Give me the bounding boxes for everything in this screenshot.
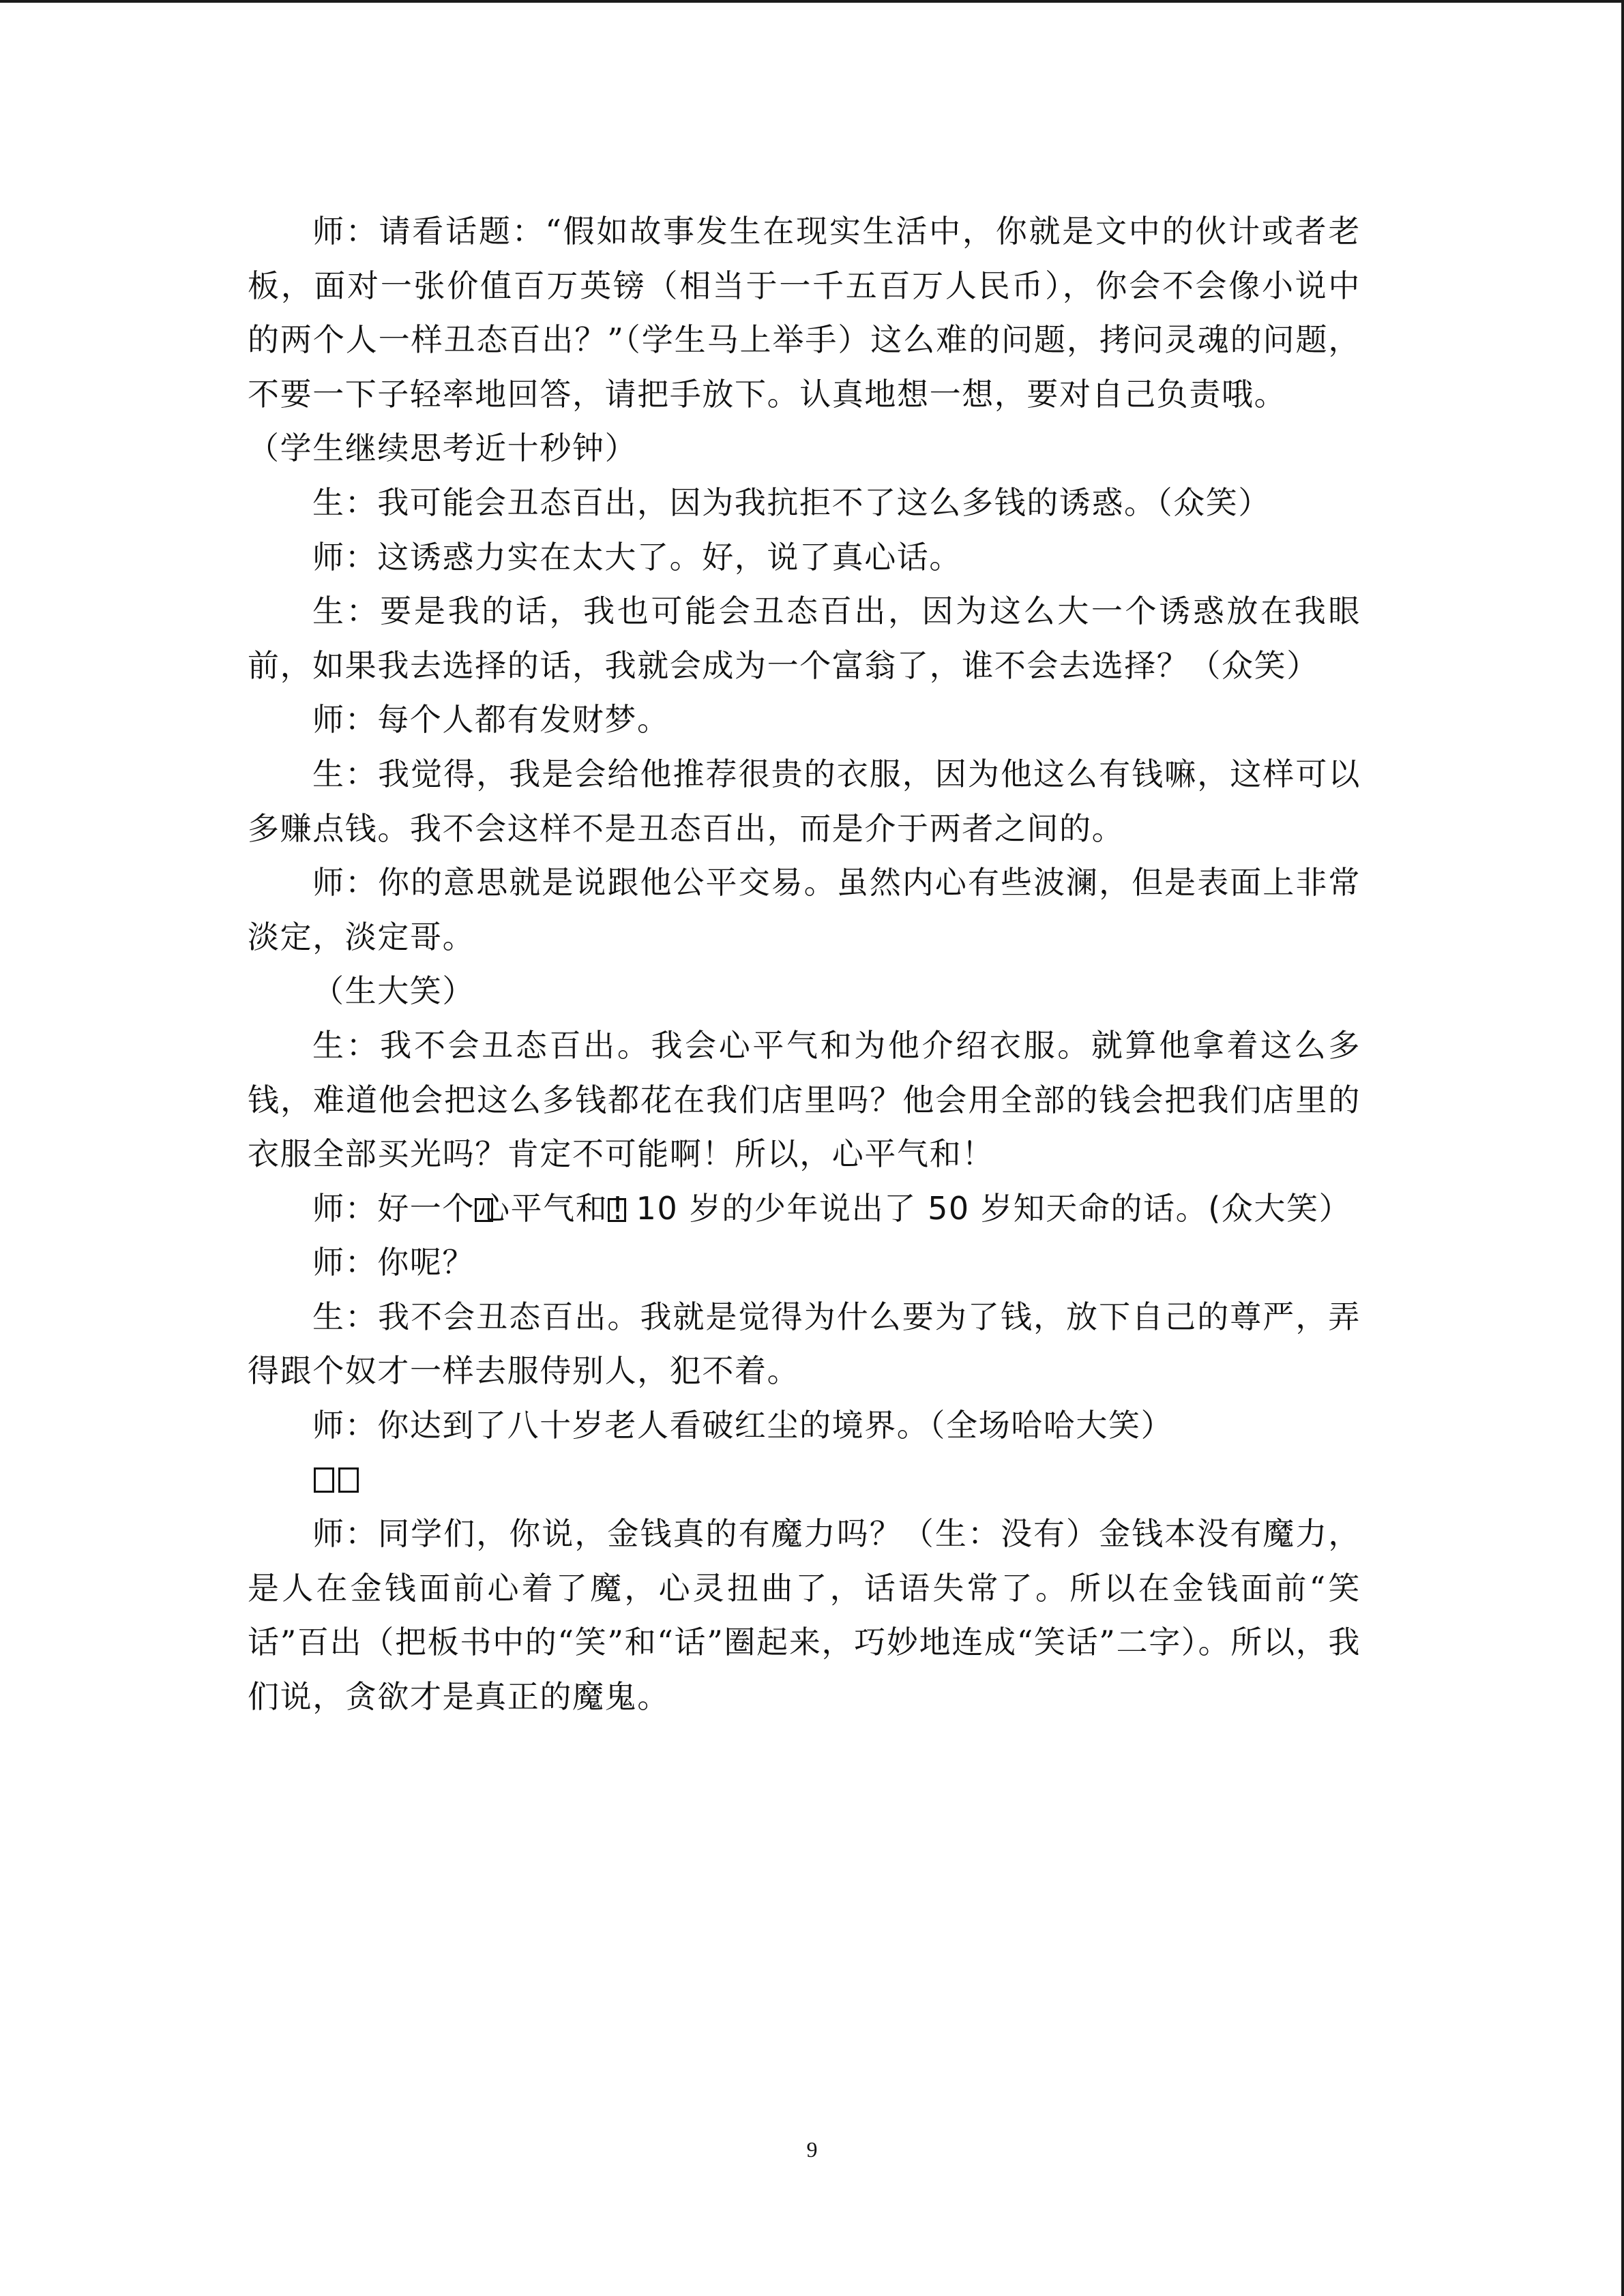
- paragraph-text: （学生继续思考近十秒钟）: [248, 430, 638, 467]
- missing-glyph-box-icon: [338, 1467, 359, 1493]
- paragraph-text: 师：每个人都有发财梦。: [312, 701, 670, 739]
- paragraph-text: 师：这诱惑力实在太大了。好，说了真心话。: [312, 538, 962, 576]
- paragraph-stage-laugh: [248, 964, 1361, 1019]
- paragraph-teacher-7: [248, 1399, 1361, 1453]
- paragraph-text: 生：我可能会丑态百出，因为我抗拒不了这么多钱的诱惑。（众笑）: [312, 483, 1271, 521]
- paragraph-text: 生：我不会丑态百出。我会心平气和为他介绍衣服。就算他拿着这么多钱，难道他会把这么多钱都花在我们店里吗？他会用全部的钱会把我们店里的衣服全部买光吗？肯定不可能啊！所以，心平气和！: [248, 1026, 1361, 1173]
- paragraph-teacher-2: [248, 531, 1361, 585]
- paragraph-text: 师：你呢？: [312, 1244, 475, 1281]
- paragraph-student-5: [248, 1290, 1361, 1399]
- page-number: 9: [806, 2137, 818, 2162]
- missing-glyph-line: [248, 1453, 1361, 1508]
- paragraph-text: 师：同学们，你说，金钱真的有魔力吗？（生：没有）金钱本没有魔力，是人在金钱面前心着了魔，心灵扭曲了，话语失常了。所以在金钱面前“笑话”百出（把板书中的“笑”和“话”圈起来，巧妙地连成“笑话”二字）。所以，我们说，贪欲才是真正的魔鬼。: [248, 1515, 1361, 1716]
- paragraph-text: 师：请看话题：“假如故事发生在现实生活中，你就是文中的伙计或者老板，面对一张价值百万英镑（相当于一千五百万人民币），你会不会像小说中的两个人一样丑态百出？”（学生马上举手）这么难的问题，拷问灵魂的问题，不要一下子轻率地回答，请把手放下。认真地想一想，要对自己负责哦。: [248, 213, 1361, 413]
- paragraph-teacher-6: [248, 1236, 1361, 1290]
- missing-glyph-box-icon: [314, 1467, 334, 1493]
- paragraph-stage-direction: [248, 421, 1361, 476]
- paragraph-student-4: [248, 1019, 1361, 1182]
- paragraph-student-1: [248, 476, 1361, 531]
- exclamation-mark: !: [611, 1189, 625, 1227]
- paragraph-text: 岁的少年说出了: [689, 1189, 917, 1227]
- paragraph-text: 师：你达到了八十岁老人看破红尘的境界。（全场哈哈大笑）: [312, 1407, 1174, 1444]
- paragraph-teacher-5: [248, 1182, 1361, 1236]
- paragraph-text: （生大笑）: [312, 972, 475, 1010]
- paragraph-teacher-prompt: [248, 205, 1361, 421]
- paragraph-teacher-conclusion: [248, 1507, 1361, 1724]
- paragraph-text: 生：我不会丑态百出。我就是觉得为什么要为了钱，放下自己的尊严，弄得跟个奴才一样去服侍别人，犯不着。: [248, 1298, 1361, 1390]
- paragraph-text: 师：好一个: [312, 1189, 475, 1227]
- paragraph-text: 师：你的意思就是说跟他公平交易。虽然内心有些波澜，但是表面上非常淡定，淡定哥。: [248, 864, 1361, 955]
- quoted-phrase: 心平气和: [478, 1189, 608, 1227]
- open-paren: (: [1208, 1189, 1222, 1227]
- paragraph-text: 生：要是我的话，我也可能会丑态百出，因为这么大一个诱惑放在我眼前，如果我去选择的话，我就会成为一个富翁了，谁不会去选择？（众笑）: [248, 593, 1361, 684]
- age-number: 50: [916, 1189, 981, 1227]
- age-number: 10: [625, 1189, 690, 1227]
- paragraph-teacher-4: [248, 856, 1361, 964]
- paragraph-text: 岁知天命的话。: [981, 1189, 1209, 1227]
- paragraph-teacher-3: [248, 693, 1361, 747]
- body-text: [248, 205, 1361, 1725]
- paragraph-text: 众大笑）: [1221, 1189, 1352, 1227]
- paragraph-text: 生：我觉得，我是会给他推荐很贵的衣服，因为他这么有钱嘛，这样可以多赚点钱。我不会这样不是丑态百出，而是介于两者之间的。: [248, 755, 1361, 847]
- paragraph-student-2: [248, 584, 1361, 693]
- paragraph-student-3: [248, 747, 1361, 856]
